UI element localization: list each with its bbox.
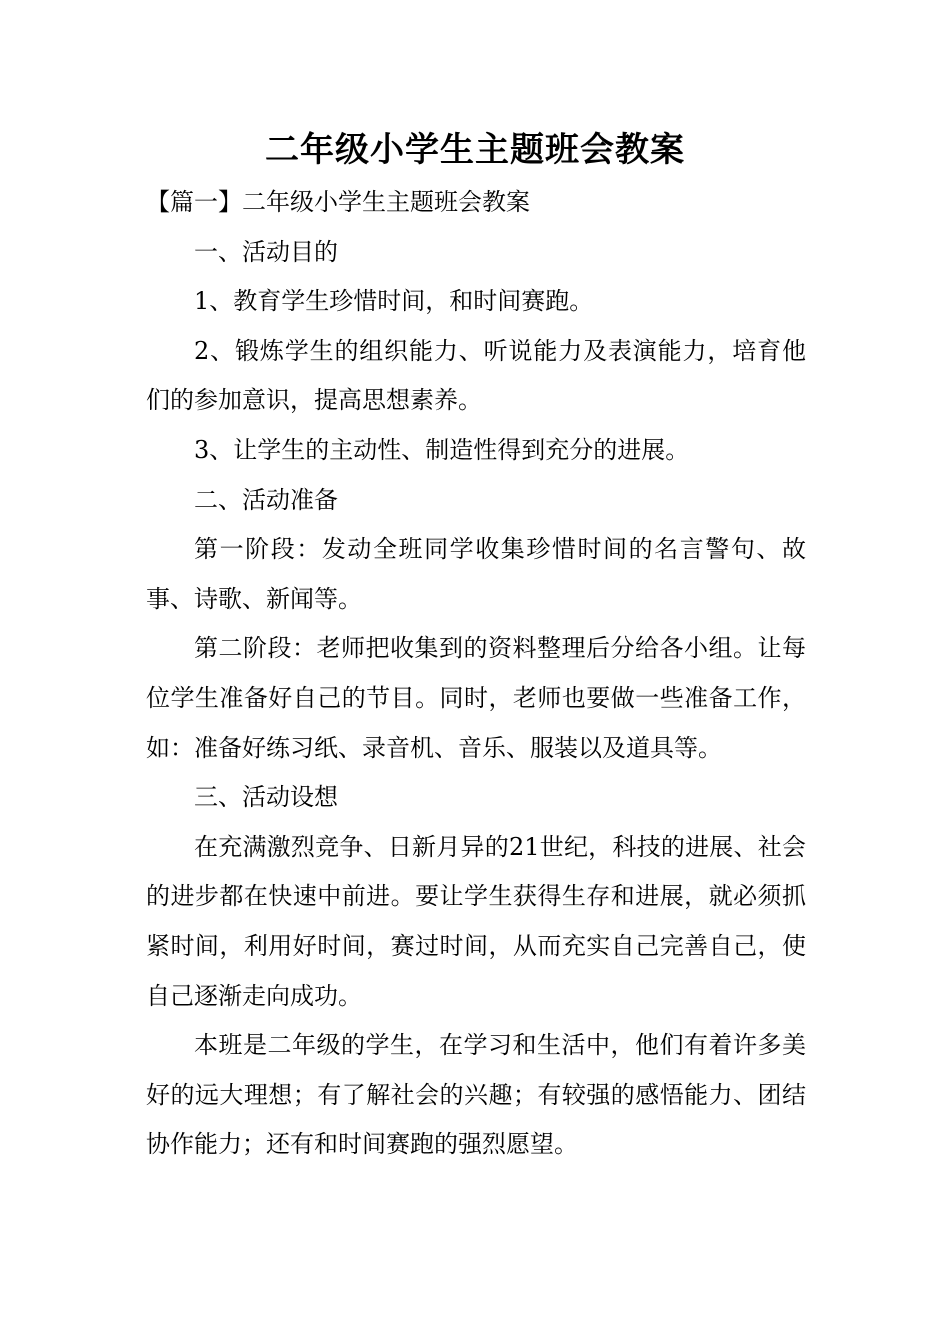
paragraph-stage-1: 第一阶段：发动全班同学收集珍惜时间的名言警句、故事、诗歌、新闻等。 [146, 535, 806, 613]
document-title: 二年级小学生主题班会教案 [265, 130, 685, 170]
section-heading-part-one: 【篇一】二年级小学生主题班会教案 [146, 188, 530, 216]
heading-activity-concept: 三、活动设想 [194, 783, 338, 812]
paragraph-goal-1: 1、教育学生珍惜时间，和时间赛跑。 [194, 287, 594, 316]
paragraph-concept-2: 本班是二年级的学生，在学习和生活中，他们有着许多美好的远大理想；有了解社会的兴趣；有较强的感悟能力、团结协作能力；还有和时间赛跑的强烈愿望。 [146, 1031, 806, 1159]
paragraph-goal-3: 3、让学生的主动性、制造性得到充分的进展。 [194, 435, 690, 464]
heading-activity-goals: 一、活动目的 [194, 237, 338, 266]
paragraph-goal-2: 2、锻炼学生的组织能力、听说能力及表演能力，培育他们的参加意识，提高思想素养。 [146, 336, 806, 415]
paragraph-stage-2: 第二阶段：老师把收集到的资料整理后分给各小组。让每位学生准备好自己的节目。同时，老师也要做一些准备工作，如：准备好练习纸、录音机、音乐、服装以及道具等。 [146, 634, 806, 762]
document-body [146, 178, 806, 1170]
heading-activity-preparation: 二、活动准备 [194, 485, 338, 514]
paragraph-concept-1: 在充满激烈竞争、日新月异的21世纪，科技的进展、社会的进步都在快速中前进。要让学生获得生存和进展，就必须抓紧时间，利用好时间，赛过时间，从而充实自己完善自己，使自己逐渐走向成功。 [146, 832, 806, 1010]
